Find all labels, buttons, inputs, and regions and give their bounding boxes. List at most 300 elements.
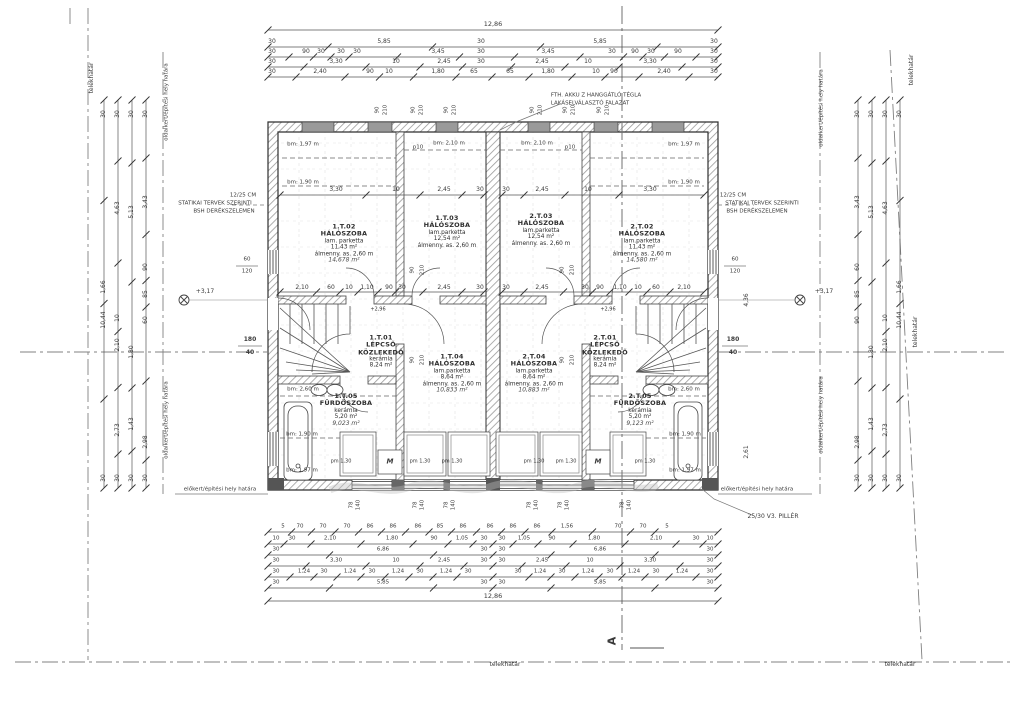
boundary-label: telekhatár <box>912 316 919 348</box>
dim-label: 10 <box>114 314 121 322</box>
dim-label: pm 1,30 <box>555 458 577 465</box>
dim-label: 3,30 <box>329 58 343 65</box>
dim-label: 12,86 <box>483 591 503 600</box>
dim-label: 90 <box>409 356 416 364</box>
dim-label: 2,98 <box>854 435 861 449</box>
boundary-label: telekhatár <box>489 661 521 668</box>
dim-label: 140 <box>355 499 362 511</box>
room-label-line: HÁLÓSZOBA <box>618 229 666 238</box>
dim-label: 10 <box>272 535 280 542</box>
dim-label: 30 <box>652 568 660 575</box>
dim-label: 120 <box>241 268 253 275</box>
dim-label: 10,44 <box>100 311 107 329</box>
room-label-line: lam. parketta <box>324 238 364 245</box>
dim-label: 30 <box>464 568 472 575</box>
dim-label: 90 <box>366 68 374 75</box>
dim-label: 90 <box>674 48 682 55</box>
note-party-wall: LAKÁSELVÁLASZTÓ FALAZAT <box>550 100 630 107</box>
dim-label: pm 1,30 <box>523 458 545 465</box>
room-label-2t02 <box>613 224 672 265</box>
room-label-line: 8,64 m² <box>440 374 464 381</box>
dim-label: 210 <box>537 104 544 116</box>
party-wall <box>486 132 500 480</box>
dim-label: 30 <box>868 110 875 118</box>
dim-label: 2,10 <box>882 338 889 352</box>
dim-label: 78 <box>348 501 355 509</box>
room-label-line: 8,64 m² <box>522 374 546 381</box>
dim-label: 5,85 <box>593 38 607 45</box>
room-label-line: 12,54 m² <box>527 234 555 241</box>
dim-label: 1,05 <box>455 535 469 542</box>
room-label-line: 10,833 m² <box>436 386 468 394</box>
dim-label: 30 <box>710 48 718 55</box>
dim-label: 1,80 <box>431 68 445 75</box>
room-label-line: 1.T.02 <box>332 222 356 231</box>
room-label-line: 5,20 m² <box>334 413 358 420</box>
room-label-line: lam.parketta <box>433 368 471 375</box>
plot-boundary-right <box>890 50 922 660</box>
dim-label: 40 <box>728 349 738 356</box>
dim-label: 30 <box>272 579 280 586</box>
dim-label: 1,43 <box>128 417 135 431</box>
room-label-line: 11,43 m² <box>330 244 358 251</box>
dim-label: 70 <box>319 523 327 530</box>
bsh-note: 12/25 CM <box>229 192 257 199</box>
dim-label: 10 <box>385 68 393 75</box>
room-label-line: HÁLÓSZOBA <box>510 359 558 368</box>
boundary-label: oldalkert/építési hely határa <box>163 381 170 459</box>
dim-label: bm: 1,90 m <box>287 179 319 186</box>
dim-label: 1,10 <box>360 284 374 291</box>
dim-label: p10 <box>412 144 424 151</box>
dim-label: 30 <box>514 568 522 575</box>
dim-label: 86 <box>509 523 517 530</box>
washing-machine-mark: M <box>594 457 602 466</box>
dim-label: 1,05 <box>517 535 531 542</box>
dim-label: 3,30 <box>643 186 657 193</box>
dim-label: 2,98 <box>142 435 149 449</box>
dim-label: 12,86 <box>483 19 503 28</box>
dim-label: +2,96 <box>600 306 616 313</box>
room-label-line: 5,20 m² <box>628 413 652 420</box>
room-label-line: FÜRDŐSZOBA <box>613 399 667 408</box>
room-label-line: 8,24 m² <box>369 362 393 369</box>
dim-label: 4,63 <box>114 201 121 215</box>
level-mark: +3,17 <box>195 288 215 295</box>
dim-label: 2,73 <box>882 423 889 437</box>
bsh-note: BSH DERÉKSZELEMEN <box>193 208 255 215</box>
dim-label: 30 <box>268 38 276 45</box>
dim-label: 180 <box>243 336 257 343</box>
dim-label: 30 <box>272 568 280 575</box>
dim-label: 30 <box>272 557 280 564</box>
dim-label: 210 <box>569 354 576 366</box>
boundary-label: előkert/építési hely határa <box>720 486 794 493</box>
dim-label: 1,24 <box>581 568 595 575</box>
dim-label: 2,10 <box>295 284 309 291</box>
room-label-line: álmenny. as. 2,60 m <box>504 381 564 388</box>
dim-label: 5,13 <box>128 205 135 219</box>
bsh-note: 12/25 CM <box>719 192 747 199</box>
dim-label: 30 <box>398 284 406 291</box>
dim-label: 3,43 <box>142 195 149 209</box>
dim-label: 90 <box>443 106 450 114</box>
dim-label: bm: 1,90 m <box>669 431 701 438</box>
room-label-1t04 <box>423 354 482 395</box>
dim-label: 5,85 <box>377 38 391 45</box>
boundary-label: telekhatár <box>908 54 915 86</box>
dim-label: p10 <box>564 144 576 151</box>
dim-label: 86 <box>414 523 422 530</box>
dim-label: 2,45 <box>535 58 549 65</box>
dim-label: 2,45 <box>535 557 549 564</box>
dim-label: 30 <box>896 474 903 482</box>
dim-label: 210 <box>604 104 611 116</box>
bsh-note: STATIKAI TERVEK SZERINTI <box>178 200 252 207</box>
dim-label: 30 <box>476 284 484 291</box>
room-label-2t01 <box>582 335 628 370</box>
dim-label: 60 <box>652 284 660 291</box>
dim-label: 90 <box>385 284 393 291</box>
dim-label: 85 <box>142 290 149 298</box>
dim-label: 30 <box>288 535 296 542</box>
dim-label: 10 <box>634 284 642 291</box>
room-label-line: 1.T.01 <box>369 333 393 342</box>
dim-label: 1,80 <box>385 535 399 542</box>
dim-label: 1,80 <box>587 535 601 542</box>
dim-label: 78 <box>443 501 450 509</box>
dim-label: 30 <box>854 110 861 118</box>
dim-label: 30 <box>268 58 276 65</box>
dim-label: 2,10 <box>323 535 337 542</box>
dim-label: 30 <box>142 474 149 482</box>
room-label-line: 1.T.03 <box>435 214 459 223</box>
dim-label: pm 1,30 <box>441 458 463 465</box>
dim-label: 4,36 <box>743 293 750 307</box>
dim-label: 5,85 <box>593 579 607 586</box>
room-label-line: álmenny. as. 2,60 m <box>612 251 672 258</box>
dim-label: 30 <box>896 110 903 118</box>
dim-label: 30 <box>647 48 655 55</box>
room-label-2t03 <box>512 213 571 247</box>
dim-label: 90 <box>631 48 639 55</box>
dim-label: 90 <box>562 106 569 114</box>
room-label-line: 10,883 m² <box>518 386 550 394</box>
room-label-1t02 <box>315 224 374 265</box>
pillar-note: 25/30 V3. PILLÉR <box>747 513 799 520</box>
dim-label: 180 <box>726 336 740 343</box>
dim-label: 86 <box>389 523 397 530</box>
dim-label: 10 <box>392 58 400 65</box>
room-label-line: HÁLÓSZOBA <box>423 221 471 230</box>
dim-label: 90 <box>409 266 416 274</box>
bsh-note: BSH DERÉKSZELEMEN <box>726 208 788 215</box>
dim-label: 30 <box>477 38 485 45</box>
dim-label: 90 <box>142 263 149 271</box>
room-label-line: lam.parketta <box>522 227 560 234</box>
dim-label: 10 <box>392 557 400 564</box>
dim-label: 90 <box>854 316 861 324</box>
dim-label: 2,10 <box>114 338 121 352</box>
dim-label: 210 <box>569 264 576 276</box>
dim-label: 30 <box>272 546 280 553</box>
dim-label: 30 <box>710 58 718 65</box>
section-mark: A <box>605 636 619 646</box>
dim-label: 210 <box>419 264 426 276</box>
dim-label: bm: 2,60 m <box>668 386 700 393</box>
room-label-line: LÉPCSŐ <box>590 340 620 349</box>
dim-label: 30 <box>353 48 361 55</box>
dim-label: 210 <box>418 104 425 116</box>
dim-label: 2,45 <box>535 284 549 291</box>
dim-label: 30 <box>502 186 510 193</box>
room-label-line: álmenny. as. 2,60 m <box>314 251 374 258</box>
level-mark: +3,17 <box>814 288 834 295</box>
dim-label: 1,24 <box>297 568 311 575</box>
dim-label: 6,86 <box>593 546 607 553</box>
room-label-line: 8,24 m² <box>593 362 617 369</box>
room-label-line: kerámia <box>628 407 652 414</box>
dim-label: 140 <box>626 499 633 511</box>
dim-label: 10 <box>345 284 353 291</box>
dim-label: 30 <box>317 48 325 55</box>
room-label-line: kerámia <box>369 356 393 363</box>
dim-label: bm: 2,10 m <box>521 140 553 147</box>
dim-label: 65 <box>506 68 514 75</box>
dim-label: 30 <box>706 568 714 575</box>
dim-label: 30 <box>868 474 875 482</box>
dim-label: 120 <box>729 268 741 275</box>
bsh-note: STATIKAI TERVEK SZERINTI <box>725 200 799 207</box>
dim-label: 30 <box>100 474 107 482</box>
dim-label: 1,24 <box>675 568 689 575</box>
dim-label: pm 1,30 <box>409 458 431 465</box>
dim-label: 85 <box>854 290 861 298</box>
dim-label: 30 <box>710 68 718 75</box>
dim-label: 30 <box>606 568 614 575</box>
dim-label: 10,44 <box>896 311 903 329</box>
dim-label: 140 <box>564 499 571 511</box>
dim-label: bm: 2,60 m <box>287 386 319 393</box>
dim-label: 30 <box>480 579 488 586</box>
dim-label: 70 <box>343 523 351 530</box>
dim-label: 3,30 <box>643 557 657 564</box>
dim-label: 30 <box>142 110 149 118</box>
room-label-line: lam.parketta <box>515 368 553 375</box>
dim-label: 1,80 <box>868 345 875 359</box>
dim-label: 30 <box>337 48 345 55</box>
dim-label: 10 <box>592 68 600 75</box>
dim-label: 30 <box>706 579 714 586</box>
dim-label: 30 <box>854 474 861 482</box>
dim-label: 1,66 <box>100 280 107 294</box>
room-label-line: HÁLÓSZOBA <box>517 219 565 228</box>
dim-label: 70 <box>614 523 622 530</box>
dim-label: bm: 1,90 m <box>668 179 700 186</box>
dim-label: 3,45 <box>541 48 555 55</box>
dim-label: 90 <box>559 356 566 364</box>
dim-label: 90 <box>559 266 566 274</box>
dim-label: 30 <box>128 474 135 482</box>
dim-label: 1,24 <box>533 568 547 575</box>
dim-label: 10 <box>586 557 594 564</box>
dim-label: 30 <box>268 68 276 75</box>
dim-label: 10 <box>584 186 592 193</box>
dim-label: 30 <box>502 284 510 291</box>
dim-label: 78 <box>526 501 533 509</box>
room-label-line: lam.parketta <box>623 238 661 245</box>
room-label-1t01 <box>358 335 404 370</box>
dim-label: 30 <box>608 48 616 55</box>
dim-label: 30 <box>480 535 488 542</box>
dim-label: 86 <box>366 523 374 530</box>
dim-label: 30 <box>558 568 566 575</box>
dim-label: 3,30 <box>329 186 343 193</box>
dim-label: bm: 2,10 m <box>433 140 465 147</box>
dim-label: 5,13 <box>868 205 875 219</box>
room-label-line: HÁLÓSZOBA <box>428 359 476 368</box>
dim-label: 140 <box>533 499 540 511</box>
boundary-label: telekhatár <box>88 62 95 94</box>
dim-label: 10 <box>584 58 592 65</box>
dim-label: 30 <box>114 474 121 482</box>
dim-label: 30 <box>498 535 506 542</box>
dim-label: 1,24 <box>627 568 641 575</box>
boundary-label: telekhatár <box>884 661 916 668</box>
dim-label: 30 <box>477 58 485 65</box>
dim-label: 30 <box>100 110 107 118</box>
dim-label: 86 <box>459 523 467 530</box>
room-label-line: KÖZLEKEDŐ <box>358 348 404 357</box>
dim-label: 40 <box>245 349 255 356</box>
dim-label: 30 <box>480 557 488 564</box>
dim-label: 90 <box>596 106 603 114</box>
dim-label: 210 <box>451 104 458 116</box>
dim-label: 1,10 <box>613 284 627 291</box>
dim-label: 90 <box>302 48 310 55</box>
room-label-2t05 <box>614 393 667 427</box>
dim-label: 2,61 <box>743 445 750 459</box>
dim-label: 30 <box>498 579 506 586</box>
dim-label: bm: 1,97 m <box>287 141 319 148</box>
room-label-line: 11,43 m² <box>628 244 656 251</box>
dim-label: 86 <box>486 523 494 530</box>
dim-label: 210 <box>419 354 426 366</box>
dim-label: 78 <box>412 501 419 509</box>
dim-label: 90 <box>596 284 604 291</box>
dim-label: 30 <box>476 186 484 193</box>
washing-machine-mark: M <box>386 457 394 466</box>
dim-label: 30 <box>416 568 424 575</box>
dim-label: 30 <box>706 546 714 553</box>
dim-label: 65 <box>470 68 478 75</box>
dim-label: 2,45 <box>535 186 549 193</box>
dim-label: 5 <box>665 523 669 530</box>
dim-label: 30 <box>320 568 328 575</box>
dim-label: 10 <box>706 535 714 542</box>
room-label-2t04 <box>505 354 564 395</box>
dim-label: 1,24 <box>439 568 453 575</box>
dim-label: 140 <box>419 499 426 511</box>
boundary-label: oldalkert/építési hely határa <box>163 63 170 141</box>
room-label-line: álmenny. as. 2,60 m <box>417 242 477 249</box>
dim-label: 210 <box>570 104 577 116</box>
room-label-line: 2.T.01 <box>593 333 617 342</box>
dim-label: 86 <box>533 523 541 530</box>
dim-label: 30 <box>368 568 376 575</box>
room-label-line: 12,54 m² <box>433 236 461 243</box>
dim-label: pm 1,30 <box>634 458 656 465</box>
dim-label: 30 <box>128 110 135 118</box>
dim-label: 2,45 <box>437 284 451 291</box>
boundary-label: előkert/építési hely határa <box>183 486 257 493</box>
dim-label: bm: 1,97 m <box>286 467 318 474</box>
dim-label: 70 <box>639 523 647 530</box>
dim-label: 90 <box>410 106 417 114</box>
dim-label: 30 <box>498 546 506 553</box>
dim-label: 30 <box>581 284 589 291</box>
dim-label: 90 <box>610 68 618 75</box>
dim-label: 90 <box>430 535 438 542</box>
room-label-line: FÜRDŐSZOBA <box>319 399 373 408</box>
dim-label: 1,66 <box>896 280 903 294</box>
dim-label: 1,80 <box>541 68 555 75</box>
dim-label: 30 <box>268 48 276 55</box>
boundary-label: oldalkert/építési hely határa <box>818 69 825 147</box>
room-label-line: kerámia <box>334 407 358 414</box>
room-label-line: 2.T.03 <box>529 212 553 221</box>
dim-label: 1,80 <box>128 345 135 359</box>
dim-label: 30 <box>882 474 889 482</box>
dim-label: bm: 1,90 m <box>286 431 318 438</box>
dim-label: 5,85 <box>376 579 390 586</box>
dim-label: 60 <box>142 316 149 324</box>
dim-label: 90 <box>374 106 381 114</box>
note-party-wall: FTH. AKKU Z HANGGÁTLÓ TÉGLA <box>550 92 642 99</box>
room-label-1t05 <box>320 393 373 427</box>
room-label-line: 2.T.05 <box>628 391 652 400</box>
dim-label: 10 <box>882 314 889 322</box>
dim-label: +2,96 <box>370 306 386 313</box>
room-label-line: 14,580 m² <box>626 256 658 264</box>
room-label-line: 9,023 m² <box>332 419 360 427</box>
dim-label: 30 <box>692 535 700 542</box>
dim-label: 90 <box>548 535 556 542</box>
dim-label: 60 <box>243 256 251 263</box>
room-label-line: 14,678 m² <box>328 256 360 264</box>
dim-label: 2,10 <box>649 535 663 542</box>
room-label-line: LÉPCSŐ <box>366 340 396 349</box>
room-label-line: lam.parketta <box>428 229 466 236</box>
dim-label: 70 <box>296 523 304 530</box>
dim-label: 90 <box>529 106 536 114</box>
dim-label: 3,30 <box>329 557 343 564</box>
dim-label: 3,45 <box>431 48 445 55</box>
dim-label: 10 <box>392 186 400 193</box>
dim-label: 2,45 <box>437 186 451 193</box>
dim-label: 140 <box>450 499 457 511</box>
dim-label: 2,45 <box>437 58 451 65</box>
dim-label: 30 <box>477 48 485 55</box>
room-label-line: HÁLÓSZOBA <box>320 229 368 238</box>
dim-label: 1,24 <box>343 568 357 575</box>
room-label-line: 2.T.04 <box>522 352 546 361</box>
room-label-line: 1.T.05 <box>334 391 358 400</box>
dim-label: 78 <box>619 501 626 509</box>
dim-label: 30 <box>114 110 121 118</box>
dim-label: 2,40 <box>313 68 327 75</box>
dim-label: 3,30 <box>643 58 657 65</box>
